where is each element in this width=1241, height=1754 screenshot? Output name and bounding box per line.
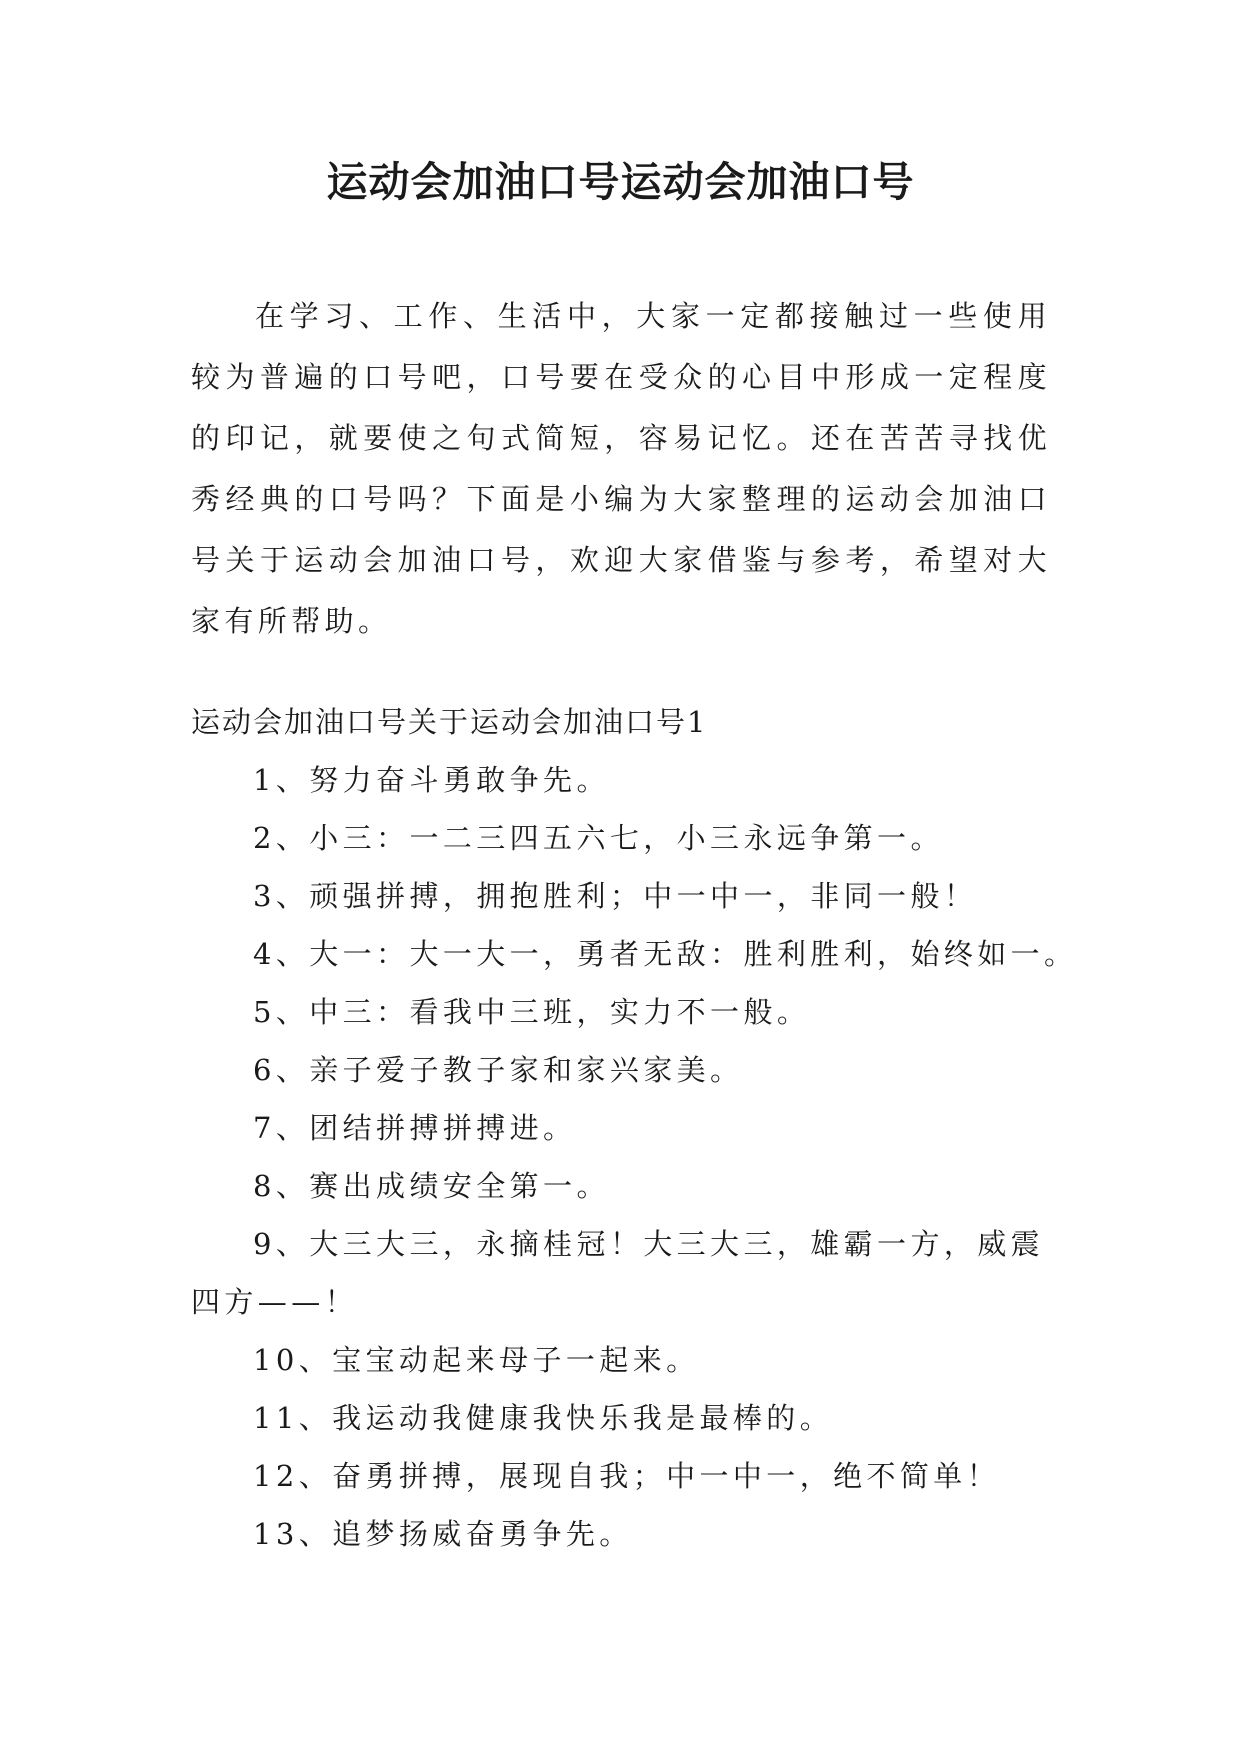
intro-paragraph: 在学习、工作、生活中，大家一定都接触过一些使用较为普遍的口号吧，口号要在受众的心目中形成一定程度的印记，就要使之句式简短，容易记忆。还在苦苦寻找优秀经典的口号吗？下面是小编为大家整理的运动会加油口号关于运动会加油口号，欢迎大家借鉴与参考，希望对大家有所帮助。 [191, 299, 1051, 638]
slogan-item: 2、小三：一二三四五六七，小三永远争第一。 [253, 821, 944, 855]
slogan-item: 7、团结拼搏拼搏进。 [253, 1111, 577, 1145]
slogan-item: 13、追梦扬威奋勇争先。 [253, 1517, 633, 1551]
slogan-item: 6、亲子爱子教子家和家兴家美。 [253, 1053, 744, 1087]
slogan-item: 9、大三大三，永摘桂冠！大三大三，雄霸一方，威震四方——！ [191, 1227, 1045, 1319]
slogan-item: 12、奋勇拼搏，展现自我；中一中一，绝不简单！ [253, 1459, 1001, 1493]
slogan-item: 4、大一：大一大一，勇者无敌：胜利胜利，始终如一。 [253, 937, 1078, 971]
slogan-item: 8、赛出成绩安全第一。 [253, 1169, 610, 1203]
slogan-item: 1、努力奋斗勇敢争先。 [253, 763, 610, 797]
document-title: 运动会加油口号运动会加油口号 [326, 158, 915, 206]
section-heading: 运动会加油口号关于运动会加油口号1 [191, 705, 708, 739]
slogan-item: 3、顽强拼搏，拥抱胜利；中一中一，非同一般！ [253, 879, 978, 913]
slogan-item: 11、我运动我健康我快乐我是最棒的。 [253, 1401, 834, 1435]
slogan-item: 10、宝宝动起来母子一起来。 [253, 1343, 700, 1377]
slogan-item: 5、中三：看我中三班，实力不一般。 [253, 995, 811, 1029]
slogan-list [191, 751, 1078, 1563]
slogan-section [191, 693, 1091, 1563]
